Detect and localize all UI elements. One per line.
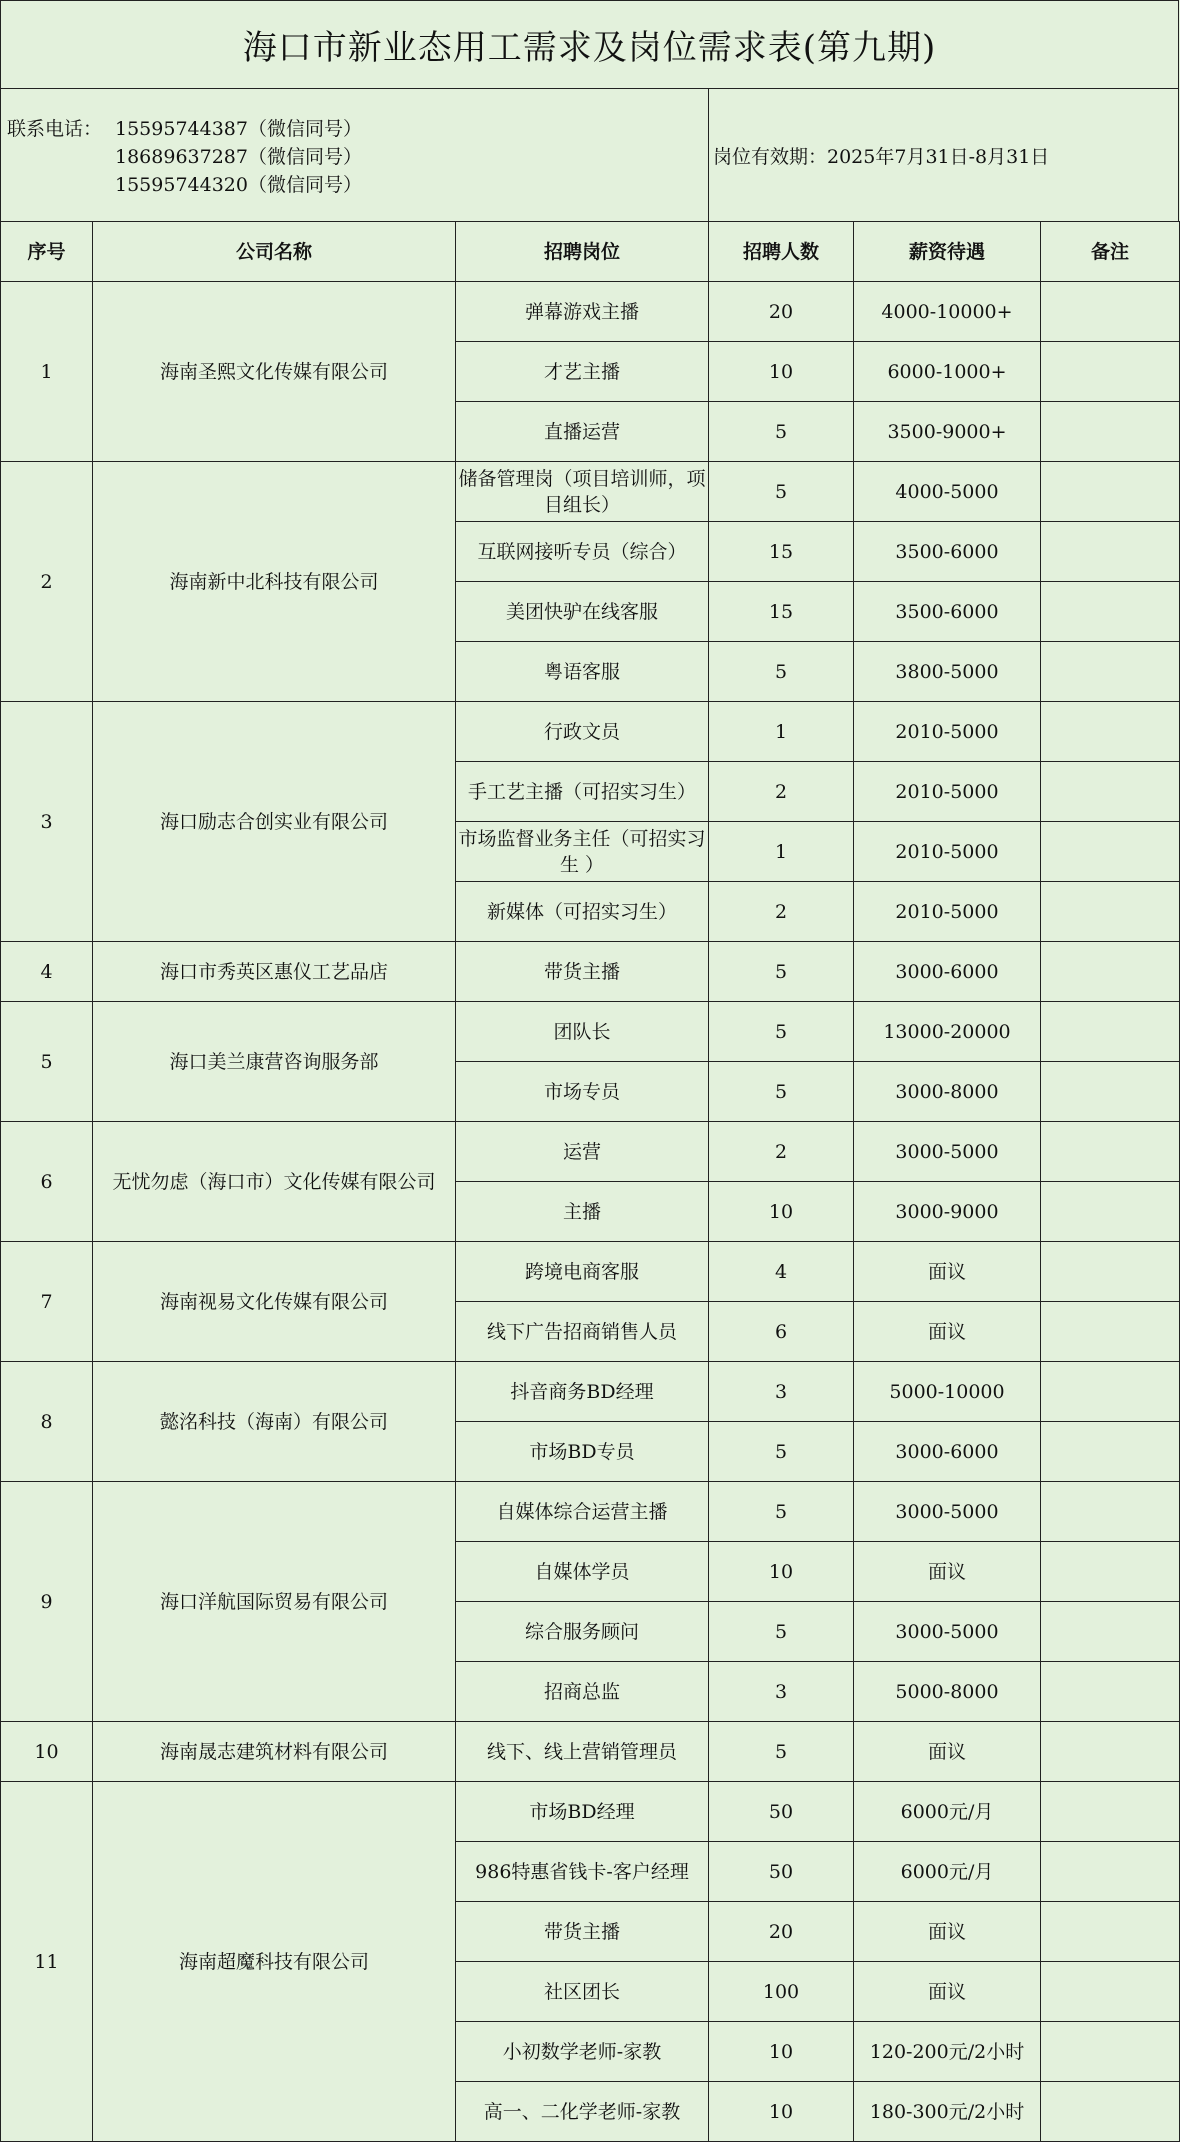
company-name: 海南视易文化传媒有限公司 bbox=[93, 1242, 456, 1362]
position-cell: 市场BD经理 bbox=[456, 1782, 709, 1842]
count-cell: 10 bbox=[709, 1542, 854, 1602]
count-cell: 15 bbox=[709, 582, 854, 642]
count-cell: 1 bbox=[709, 702, 854, 762]
count-cell: 10 bbox=[709, 1182, 854, 1242]
company-no: 5 bbox=[1, 1002, 93, 1122]
position-cell: 小初数学老师-家教 bbox=[456, 2022, 709, 2082]
remark-cell bbox=[1041, 1782, 1180, 1842]
company-name: 海南晟志建筑材料有限公司 bbox=[93, 1722, 456, 1782]
remark-cell bbox=[1041, 942, 1180, 1002]
salary-cell: 2010-5000 bbox=[854, 762, 1041, 822]
company-no: 7 bbox=[1, 1242, 93, 1362]
remark-cell bbox=[1041, 1002, 1180, 1062]
contact-label: 联系电话： bbox=[7, 118, 103, 140]
company-no: 11 bbox=[1, 1782, 93, 2142]
count-cell: 15 bbox=[709, 522, 854, 582]
count-cell: 1 bbox=[709, 822, 854, 882]
salary-cell: 6000元/月 bbox=[854, 1842, 1041, 1902]
salary-cell: 2010-5000 bbox=[854, 702, 1041, 762]
jobs-table bbox=[0, 221, 1180, 2142]
position-cell: 线下、线上营销管理员 bbox=[456, 1722, 709, 1782]
count-cell: 6 bbox=[709, 1302, 854, 1362]
salary-cell: 2010-5000 bbox=[854, 882, 1041, 942]
position-cell: 自媒体学员 bbox=[456, 1542, 709, 1602]
table-row bbox=[1, 702, 1180, 762]
position-cell: 行政文员 bbox=[456, 702, 709, 762]
remark-cell bbox=[1041, 342, 1180, 402]
position-cell: 抖音商务BD经理 bbox=[456, 1362, 709, 1422]
salary-cell: 2010-5000 bbox=[854, 822, 1041, 882]
table-body bbox=[1, 282, 1180, 2142]
remark-cell bbox=[1041, 1362, 1180, 1422]
count-cell: 5 bbox=[709, 1602, 854, 1662]
remark-cell bbox=[1041, 1062, 1180, 1122]
company-no: 10 bbox=[1, 1722, 93, 1782]
position-cell: 招商总监 bbox=[456, 1662, 709, 1722]
page-title: 海口市新业态用工需求及岗位需求表(第九期) bbox=[0, 0, 1179, 88]
remark-cell bbox=[1041, 1662, 1180, 1722]
company-name: 海口洋航国际贸易有限公司 bbox=[93, 1482, 456, 1722]
salary-cell: 6000-1000+ bbox=[854, 342, 1041, 402]
table-row bbox=[1, 282, 1180, 342]
remark-cell bbox=[1041, 1122, 1180, 1182]
table-row bbox=[1, 1122, 1180, 1182]
salary-cell: 13000-20000 bbox=[854, 1002, 1041, 1062]
position-cell: 跨境电商客服 bbox=[456, 1242, 709, 1302]
remark-cell bbox=[1041, 402, 1180, 462]
count-cell: 10 bbox=[709, 342, 854, 402]
position-cell: 团队长 bbox=[456, 1002, 709, 1062]
table-row bbox=[1, 1002, 1180, 1062]
salary-cell: 3000-5000 bbox=[854, 1602, 1041, 1662]
position-cell: 储备管理岗（项目培训师，项目组长） bbox=[456, 462, 709, 522]
remark-cell bbox=[1041, 2022, 1180, 2082]
count-cell: 10 bbox=[709, 2022, 854, 2082]
header-no: 序号 bbox=[1, 222, 93, 282]
salary-cell: 面议 bbox=[854, 1722, 1041, 1782]
count-cell: 50 bbox=[709, 1782, 854, 1842]
header-count: 招聘人数 bbox=[709, 222, 854, 282]
count-cell: 2 bbox=[709, 1122, 854, 1182]
count-cell: 5 bbox=[709, 1062, 854, 1122]
remark-cell bbox=[1041, 1602, 1180, 1662]
count-cell: 3 bbox=[709, 1662, 854, 1722]
position-cell: 线下广告招商销售人员 bbox=[456, 1302, 709, 1362]
salary-cell: 面议 bbox=[854, 1242, 1041, 1302]
remark-cell bbox=[1041, 1482, 1180, 1542]
salary-cell: 3000-9000 bbox=[854, 1182, 1041, 1242]
position-cell: 市场监督业务主任（可招实习生 ） bbox=[456, 822, 709, 882]
count-cell: 5 bbox=[709, 1722, 854, 1782]
count-cell: 3 bbox=[709, 1362, 854, 1422]
remark-cell bbox=[1041, 882, 1180, 942]
remark-cell bbox=[1041, 1842, 1180, 1902]
header-remark: 备注 bbox=[1041, 222, 1180, 282]
company-name: 海南超魔科技有限公司 bbox=[93, 1782, 456, 2142]
salary-cell: 6000元/月 bbox=[854, 1782, 1041, 1842]
salary-cell: 5000-8000 bbox=[854, 1662, 1041, 1722]
position-cell: 986特惠省钱卡-客户经理 bbox=[456, 1842, 709, 1902]
remark-cell bbox=[1041, 702, 1180, 762]
position-cell: 高一、二化学老师-家教 bbox=[456, 2082, 709, 2142]
company-no: 9 bbox=[1, 1482, 93, 1722]
remark-cell bbox=[1041, 1722, 1180, 1782]
salary-cell: 面议 bbox=[854, 1302, 1041, 1362]
company-no: 6 bbox=[1, 1122, 93, 1242]
count-cell: 5 bbox=[709, 1422, 854, 1482]
position-cell: 自媒体综合运营主播 bbox=[456, 1482, 709, 1542]
remark-cell bbox=[1041, 282, 1180, 342]
header-salary: 薪资待遇 bbox=[854, 222, 1041, 282]
position-cell: 带货主播 bbox=[456, 1902, 709, 1962]
remark-cell bbox=[1041, 462, 1180, 522]
remark-cell bbox=[1041, 642, 1180, 702]
count-cell: 5 bbox=[709, 1002, 854, 1062]
count-cell: 5 bbox=[709, 642, 854, 702]
salary-cell: 3500-6000 bbox=[854, 582, 1041, 642]
table-row bbox=[1, 1482, 1180, 1542]
table-row bbox=[1, 1242, 1180, 1302]
salary-cell: 4000-5000 bbox=[854, 462, 1041, 522]
position-cell: 社区团长 bbox=[456, 1962, 709, 2022]
remark-cell bbox=[1041, 2082, 1180, 2142]
contact-block bbox=[1, 89, 709, 221]
position-cell: 美团快驴在线客服 bbox=[456, 582, 709, 642]
company-name: 海口励志合创实业有限公司 bbox=[93, 702, 456, 942]
table-row bbox=[1, 942, 1180, 1002]
position-cell: 直播运营 bbox=[456, 402, 709, 462]
salary-cell: 180-300元/2小时 bbox=[854, 2082, 1041, 2142]
remark-cell bbox=[1041, 582, 1180, 642]
company-name: 海口美兰康营咨询服务部 bbox=[93, 1002, 456, 1122]
position-cell: 运营 bbox=[456, 1122, 709, 1182]
count-cell: 10 bbox=[709, 2082, 854, 2142]
position-cell: 市场BD专员 bbox=[456, 1422, 709, 1482]
salary-cell: 3500-6000 bbox=[854, 522, 1041, 582]
company-name: 海南新中北科技有限公司 bbox=[93, 462, 456, 702]
salary-cell: 3000-5000 bbox=[854, 1482, 1041, 1542]
company-no: 3 bbox=[1, 702, 93, 942]
remark-cell bbox=[1041, 522, 1180, 582]
table-row bbox=[1, 1722, 1180, 1782]
company-name: 海南圣熙文化传媒有限公司 bbox=[93, 282, 456, 462]
count-cell: 20 bbox=[709, 282, 854, 342]
info-row bbox=[0, 88, 1179, 221]
count-cell: 2 bbox=[709, 762, 854, 822]
contact-phone: 18689637287（微信同号） bbox=[115, 146, 362, 168]
position-cell: 互联网接听专员（综合） bbox=[456, 522, 709, 582]
count-cell: 5 bbox=[709, 402, 854, 462]
position-cell: 市场专员 bbox=[456, 1062, 709, 1122]
table-row bbox=[1, 1782, 1180, 1842]
remark-cell bbox=[1041, 762, 1180, 822]
remark-cell bbox=[1041, 822, 1180, 882]
count-cell: 50 bbox=[709, 1842, 854, 1902]
salary-cell: 面议 bbox=[854, 1902, 1041, 1962]
salary-cell: 120-200元/2小时 bbox=[854, 2022, 1041, 2082]
count-cell: 5 bbox=[709, 942, 854, 1002]
table-header-row bbox=[1, 222, 1180, 282]
salary-cell: 4000-10000+ bbox=[854, 282, 1041, 342]
position-cell: 综合服务顾问 bbox=[456, 1602, 709, 1662]
validity-period: 岗位有效期：2025年7月31日-8月31日 bbox=[713, 145, 1050, 168]
table-row bbox=[1, 1362, 1180, 1422]
count-cell: 4 bbox=[709, 1242, 854, 1302]
company-no: 8 bbox=[1, 1362, 93, 1482]
position-cell: 主播 bbox=[456, 1182, 709, 1242]
count-cell: 100 bbox=[709, 1962, 854, 2022]
salary-cell: 面议 bbox=[854, 1542, 1041, 1602]
remark-cell bbox=[1041, 1242, 1180, 1302]
salary-cell: 3000-5000 bbox=[854, 1122, 1041, 1182]
position-cell: 才艺主播 bbox=[456, 342, 709, 402]
count-cell: 2 bbox=[709, 882, 854, 942]
count-cell: 5 bbox=[709, 1482, 854, 1542]
company-no: 2 bbox=[1, 462, 93, 702]
salary-cell: 5000-10000 bbox=[854, 1362, 1041, 1422]
salary-cell: 3500-9000+ bbox=[854, 402, 1041, 462]
position-cell: 带货主播 bbox=[456, 942, 709, 1002]
count-cell: 20 bbox=[709, 1902, 854, 1962]
remark-cell bbox=[1041, 1182, 1180, 1242]
remark-cell bbox=[1041, 1962, 1180, 2022]
contact-phone: 15595744320（微信同号） bbox=[115, 174, 362, 196]
remark-cell bbox=[1041, 1542, 1180, 1602]
company-no: 1 bbox=[1, 282, 93, 462]
salary-cell: 3000-6000 bbox=[854, 942, 1041, 1002]
contact-phone: 15595744387（微信同号） bbox=[115, 118, 362, 140]
company-name: 懿洺科技（海南）有限公司 bbox=[93, 1362, 456, 1482]
remark-cell bbox=[1041, 1302, 1180, 1362]
count-cell: 5 bbox=[709, 462, 854, 522]
salary-cell: 3000-6000 bbox=[854, 1422, 1041, 1482]
remark-cell bbox=[1041, 1422, 1180, 1482]
position-cell: 弹幕游戏主播 bbox=[456, 282, 709, 342]
header-position: 招聘岗位 bbox=[456, 222, 709, 282]
header-company: 公司名称 bbox=[93, 222, 456, 282]
position-cell: 手工艺主播（可招实习生） bbox=[456, 762, 709, 822]
salary-cell: 面议 bbox=[854, 1962, 1041, 2022]
salary-cell: 3800-5000 bbox=[854, 642, 1041, 702]
company-no: 4 bbox=[1, 942, 93, 1002]
remark-cell bbox=[1041, 1902, 1180, 1962]
company-name: 海口市秀英区惠仪工艺品店 bbox=[93, 942, 456, 1002]
company-name: 无忧勿虑（海口市）文化传媒有限公司 bbox=[93, 1122, 456, 1242]
position-cell: 新媒体（可招实习生） bbox=[456, 882, 709, 942]
salary-cell: 3000-8000 bbox=[854, 1062, 1041, 1122]
position-cell: 粤语客服 bbox=[456, 642, 709, 702]
table-row bbox=[1, 462, 1180, 522]
